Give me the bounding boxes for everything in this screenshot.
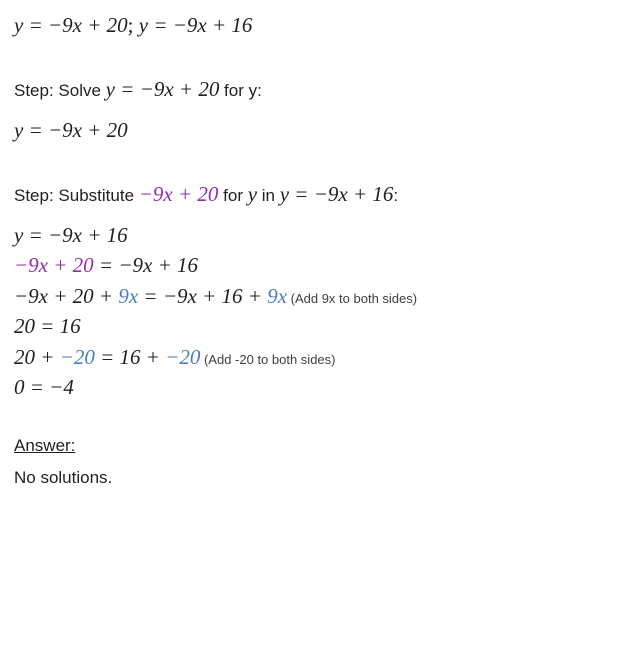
work-line-part: 9x [118,283,139,308]
work-line [14,372,629,402]
step-2-label-prefix: Step: Substitute [14,186,139,206]
answer-label: Answer: [14,436,76,456]
problem-equation-1: y = −9x + 20 [14,13,128,37]
step-1-heading [14,74,629,104]
step-2-label-equation: y = −9x + 16 [279,182,394,207]
step-2-label-middle-2: in [257,186,280,206]
work-line-part: −9x + 20 + [14,283,119,308]
answer-value: No solutions. [14,468,113,488]
work-line-note: (Add 9x to both sides) [287,290,418,306]
work-line [14,281,629,311]
step-2-heading [14,179,629,209]
step-1-result [14,115,629,145]
work-line [14,220,629,250]
spacer-1 [14,40,629,74]
work-line-part: y = −9x + 16 [14,222,128,247]
answer-block [14,436,629,491]
work-line [14,250,629,280]
step-1-result-equation: y = −9x + 20 [14,117,128,142]
work-line-part: = 16 + [94,344,166,369]
work-line-part: 20 + [14,344,60,369]
work-line-part: 20 = 16 [14,314,81,339]
spacer-2 [14,105,629,115]
spacer-6 [14,456,629,466]
work-line [14,342,629,372]
problem-separator: ; [127,13,139,37]
work-line [14,311,629,341]
step-2-label-suffix: : [393,186,399,206]
step-1-label-prefix: Step: Solve [14,81,106,101]
work-line-part: = −9x + 16 + [138,283,268,308]
spacer-3 [14,145,629,179]
step-2-label-middle: for [218,186,248,206]
work-line-note: (Add -20 to both sides) [200,351,336,367]
step-2-work-lines [14,220,629,403]
step-2-label-variable: y [247,182,258,207]
spacer-5 [14,402,629,436]
work-line-part: −9x + 20 [14,253,94,278]
work-line-part: = −9x + 16 [93,253,199,278]
work-line-part: −20 [165,344,201,369]
problem-equation-2: y = −9x + 16 [138,13,253,37]
step-2-label-expression: −9x + 20 [138,182,219,207]
step-1-label-suffix: for y: [219,81,262,101]
step-1-label-equation: y = −9x + 20 [105,77,220,102]
problem-statement [14,10,629,40]
work-line-part: 0 = −4 [14,374,74,399]
work-line-part: 9x [267,283,288,308]
spacer-4 [14,210,629,220]
work-line-part: −20 [59,344,95,369]
